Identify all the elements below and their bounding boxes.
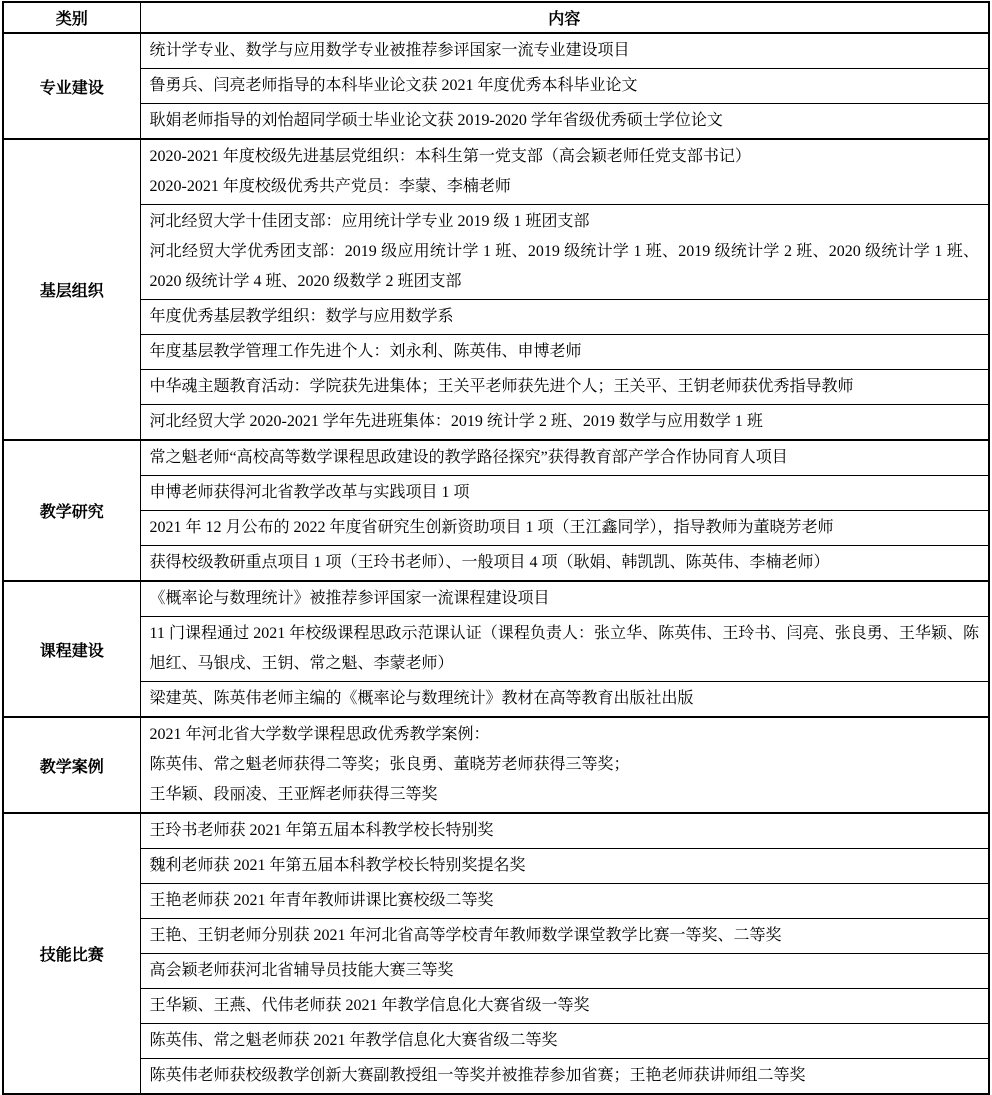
content-line: 王玲书老师获 2021 年第五届本科教学校长特别奖	[149, 822, 494, 839]
table-row	[3, 370, 989, 405]
content-cell	[140, 813, 989, 849]
table-row	[3, 405, 989, 441]
content-cell	[140, 919, 989, 954]
content-cell	[140, 1024, 989, 1059]
content-cell	[140, 546, 989, 582]
content-cell	[140, 440, 989, 476]
content-cell	[140, 205, 989, 300]
table-row	[3, 849, 989, 884]
content-line: 中华魂主题教育活动：学院获先进集体；王关平老师获先进个人；王关平、王钥老师获优秀指导教师	[149, 378, 854, 395]
content-line: 王华颖、王燕、代伟老师获 2021 年教学信息化大赛省级一等奖	[149, 997, 590, 1014]
content-line: 2021 年河北省大学数学课程思政优秀教学案例：	[149, 726, 490, 743]
content-cell	[140, 300, 989, 335]
table-row	[3, 440, 989, 476]
header-row	[3, 2, 989, 33]
content-line: 王艳老师获 2021 年青年教师讲课比赛校级二等奖	[149, 892, 494, 909]
content-cell	[140, 1059, 989, 1095]
table-header	[3, 2, 989, 33]
category-cell: 技能比赛	[3, 813, 140, 1094]
table-row	[3, 300, 989, 335]
content-line: 年度基层教学管理工作先进个人：刘永利、陈英伟、申博老师	[149, 343, 582, 360]
table-row	[3, 919, 989, 954]
content-line: 《概率论与数理统计》被推荐参评国家一流课程建设项目	[149, 590, 550, 607]
content-line: 陈英伟老师获校级教学创新大赛副教授组一等奖并被推荐参加省赛；王艳老师获讲师组二等奖	[149, 1067, 806, 1084]
content-line: 陈英伟、常之魁老师获 2021 年教学信息化大赛省级二等奖	[149, 1032, 558, 1049]
content-line: 2020-2021 年度校级先进基层党组织：本科生第一党支部（高会颖老师任党支部书记）	[149, 148, 751, 165]
content-line: 获得校级教研重点项目 1 项（王玲书老师）、一般项目 4 项（耿娟、韩凯凯、陈英伟、李楠老师）	[149, 554, 830, 571]
content-line: 耿娟老师指导的刘怡超同学硕士毕业论文获 2019-2020 学年省级优秀硕士学位论文	[149, 112, 723, 129]
content-cell	[140, 370, 989, 405]
content-line: 梁建英、陈英伟老师主编的《概率论与数理统计》教材在高等教育出版社出版	[149, 690, 694, 707]
content-cell	[140, 989, 989, 1024]
table-row	[3, 989, 989, 1024]
content-line: 王艳、王钥老师分别获 2021 年河北省高等学校青年教师数学课堂教学比赛一等奖、二等奖	[149, 927, 782, 944]
table-row	[3, 104, 989, 140]
content-line: 11 门课程通过 2021 年校级课程思政示范课认证（课程负责人：张立华、陈英伟、王玲书、闫亮、张良勇、王华颖、陈旭红、马银戌、王钥、常之魁、李蒙老师）	[149, 625, 979, 672]
content-cell	[140, 335, 989, 370]
category-cell: 教学研究	[3, 440, 140, 581]
table-row	[3, 69, 989, 104]
table-row	[3, 335, 989, 370]
content-cell	[140, 581, 989, 617]
table-row	[3, 581, 989, 617]
table-row	[3, 546, 989, 582]
table-row	[3, 884, 989, 919]
content-line: 2021 年 12 月公布的 2022 年度省研究生创新资助项目 1 项（王江鑫同学），指导教师为董晓芳老师	[149, 519, 834, 536]
content-cell	[140, 405, 989, 441]
table-row	[3, 954, 989, 989]
content-line: 魏利老师获 2021 年第五届本科教学校长特别奖提名奖	[149, 857, 526, 874]
content-cell	[140, 511, 989, 546]
header-cell-content: 内容	[140, 2, 989, 33]
category-cell: 专业建设	[3, 33, 140, 139]
table-row	[3, 1024, 989, 1059]
table-row	[3, 1059, 989, 1095]
document-page	[0, 1, 992, 1084]
header-cell-category: 类别	[3, 2, 140, 33]
content-line: 申博老师获得河北省教学改革与实践项目 1 项	[149, 484, 470, 501]
awards-table	[2, 1, 990, 1095]
content-line: 鲁勇兵、闫亮老师指导的本科毕业论文获 2021 年度优秀本科毕业论文	[149, 77, 638, 94]
content-cell	[140, 33, 989, 69]
content-line: 常之魁老师“高校高等数学课程思政建设的教学路径探究”获得教育部产学合作协同育人项目	[149, 449, 788, 466]
table-body	[3, 33, 989, 1094]
table-row	[3, 33, 989, 69]
table-row	[3, 813, 989, 849]
content-cell	[140, 954, 989, 989]
table-row	[3, 139, 989, 205]
content-line: 河北经贸大学十佳团支部：应用统计学专业 2019 级 1 班团支部	[149, 213, 590, 230]
table-row	[3, 476, 989, 511]
content-cell	[140, 717, 989, 813]
table-row	[3, 511, 989, 546]
content-line: 年度优秀基层教学组织：数学与应用数学系	[149, 308, 454, 325]
content-line: 陈英伟、常之魁老师获得二等奖；张良勇、董晓芳老师获得三等奖；	[149, 756, 630, 773]
content-line: 王华颖、段丽凌、王亚辉老师获得三等奖	[149, 786, 438, 803]
category-cell: 课程建设	[3, 581, 140, 717]
content-line: 河北经贸大学 2020-2021 学年先进班集体：2019 统计学 2 班、2019 数学与应用数学 1 班	[149, 413, 763, 430]
content-cell	[140, 617, 989, 682]
content-cell	[140, 884, 989, 919]
content-cell	[140, 139, 989, 205]
content-line: 河北经贸大学优秀团支部：2019 级应用统计学 1 班、2019 级统计学 1 班、2019 级统计学 2 班、2020 级统计学 1 班、2020 级统计学 4 班、2020 级数学 2 班团支部	[149, 243, 979, 290]
content-cell	[140, 69, 989, 104]
category-cell: 基层组织	[3, 139, 140, 440]
content-cell	[140, 476, 989, 511]
table-row	[3, 617, 989, 682]
content-line: 统计学专业、数学与应用数学专业被推荐参评国家一流专业建设项目	[149, 42, 630, 59]
table-row	[3, 717, 989, 813]
table-row	[3, 682, 989, 718]
content-cell	[140, 104, 989, 140]
content-cell	[140, 849, 989, 884]
table-row	[3, 205, 989, 300]
category-cell: 教学案例	[3, 717, 140, 813]
content-line: 2020-2021 年度校级优秀共产党员：李蒙、李楠老师	[149, 178, 511, 195]
content-line: 高会颖老师获河北省辅导员技能大赛三等奖	[149, 962, 454, 979]
content-cell	[140, 682, 989, 718]
